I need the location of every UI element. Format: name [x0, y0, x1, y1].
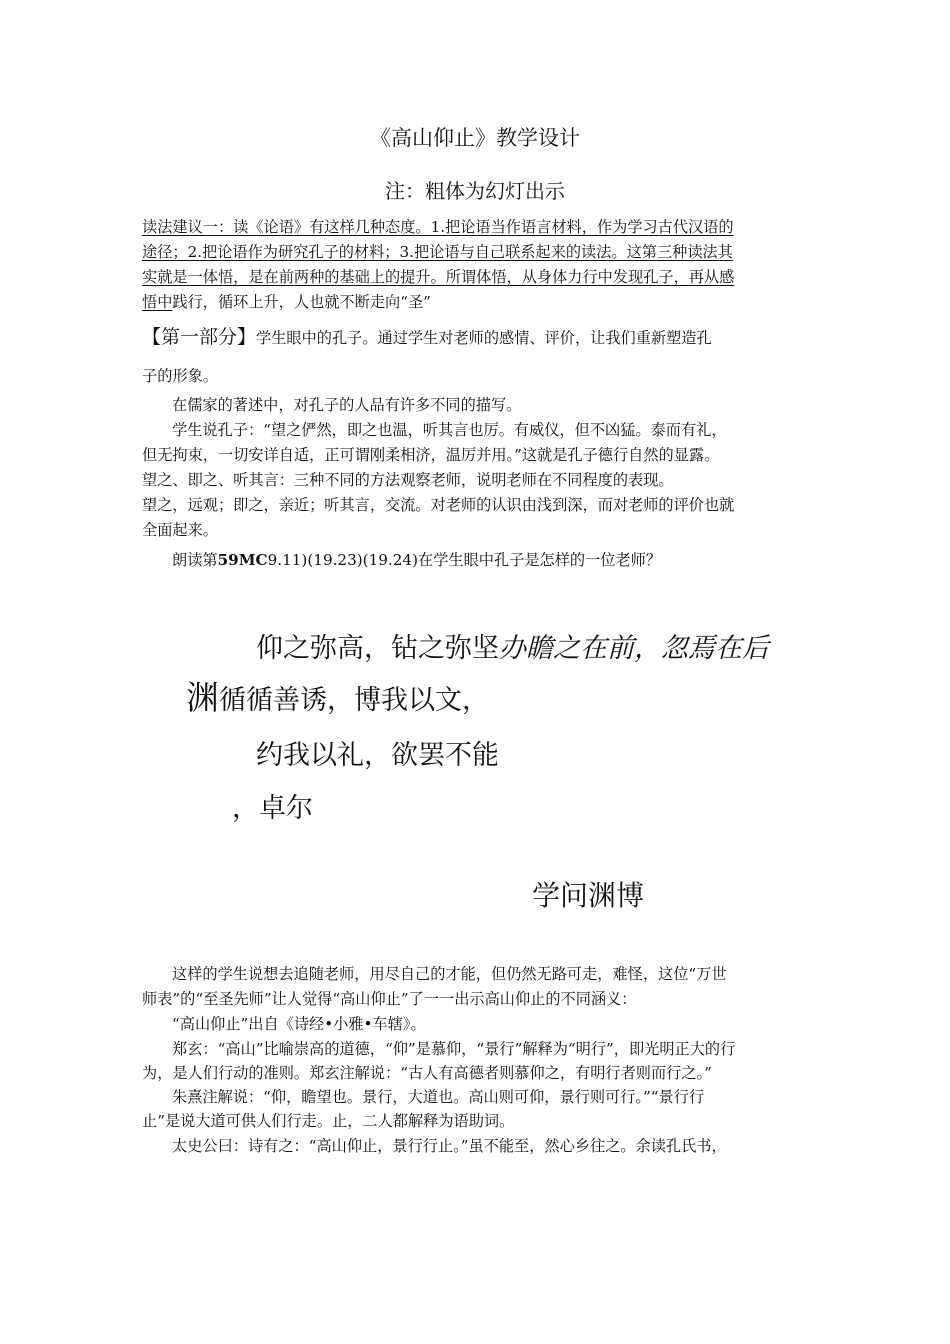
paragraph: 望之，远观；即之，亲近；听其言，交流。对老师的认识由浅到深，而对老师的评价也就	[142, 496, 735, 514]
document-note: 注：粗体为幻灯出示	[385, 179, 565, 203]
slide-quote-italic: 办瞻之在前，忽焉在后	[499, 633, 769, 664]
part1-intro: 学生眼中的孔子。通过学生对老师的感情、评价，让我们重新塑造孔	[256, 329, 712, 347]
paragraph: 止”是说大道可供人们行走。止，二人都解释为语助词。	[142, 1112, 515, 1130]
paragraph: 在儒家的著述中，对孔子的人品有许多不同的描写。	[172, 396, 522, 414]
underlined-text: 悟中	[142, 293, 173, 311]
paragraph: 师表”的“至圣先师”让人觉得“高山仰止”了一一出示高山仰止的不同涵义：	[142, 990, 637, 1008]
paragraph: 这样的学生说想去追随老师，用尽自己的才能，但仍然无路可走，难怪，这位“万世	[172, 965, 727, 983]
big-character: 渊	[186, 678, 219, 717]
plain-text: 践行，循环上升，人也就不断走向“圣”	[172, 293, 431, 311]
part1-label: 【第一部分】	[142, 326, 257, 348]
slide-quote-line: 渊循循善诱，博我以文，	[186, 678, 489, 717]
slide-quote-line: ，卓尔	[232, 793, 313, 824]
paragraph: 但无拘束，一切安详自适，正可谓刚柔相济，温厉并用。”这就是孔子德行自然的显露。	[142, 446, 720, 464]
paragraph: 郑玄：“高山”比喻崇高的道德，“仰”是慕仰，“景行”解释为“明行”，即光明正大的行	[172, 1040, 736, 1058]
paragraph: 全面起来。	[142, 521, 218, 539]
document-title: 《高山仰止》教学设计	[370, 126, 580, 150]
reading-advice-line: 途径；2.把论语作为研究孔子的材料；3.把论语与自己联系起来的读法。这第三种读法其	[142, 243, 733, 261]
paragraph: “高山仰止”出自《诗经•小雅•车辖》。	[172, 1015, 426, 1033]
paragraph: 为，是人们行动的准则。郑玄注解说：“古人有高德者则慕仰之，有明行者则而行之。”	[142, 1064, 712, 1082]
paragraph: 望之、即之、听其言：三种不同的方法观察老师，说明老师在不同程度的表现。	[142, 471, 674, 489]
part1-heading	[142, 322, 712, 349]
reading-advice-line: 实就是一体悟，是在前两种的基础上的提升。所谓体悟，从身体力行中发现孔子，再从感	[142, 268, 735, 286]
slide-quote-line: 约我以礼，欲罢不能	[256, 740, 499, 771]
reading-advice-line: 读法建议一：读《论语》有这样几种态度。1.把论语当作语言材料，作为学习古代汉语的	[142, 218, 734, 236]
slide-quote-line: 仰之弥高，钻之弥坚办瞻之在前，忽焉在后	[256, 633, 769, 664]
slide-keyword: 学问渊博	[532, 879, 645, 912]
paragraph	[172, 549, 661, 570]
paragraph: 学生说孔子：“望之俨然，即之也温，听其言也厉。有威仪，但不凶猛。泰而有礼，	[172, 421, 727, 439]
bold-text: 59MC	[217, 551, 268, 569]
part1-intro-cont: 子的形象。	[142, 367, 218, 385]
reading-advice-line	[142, 291, 431, 312]
paragraph: 太史公曰：诗有之：“高山仰止，景行行止。”虽不能至，然心乡往之。余读孔氏书，	[172, 1137, 727, 1155]
paragraph: 朱熹注解说：“仰，瞻望也。景行，大道也。高山则可仰，景行则可行。”“景行行	[172, 1088, 705, 1106]
text: 9.11)(19.23)(19.24)在学生眼中孔子是怎样的一位老师？	[267, 551, 662, 569]
text: 朗读第	[172, 551, 218, 569]
